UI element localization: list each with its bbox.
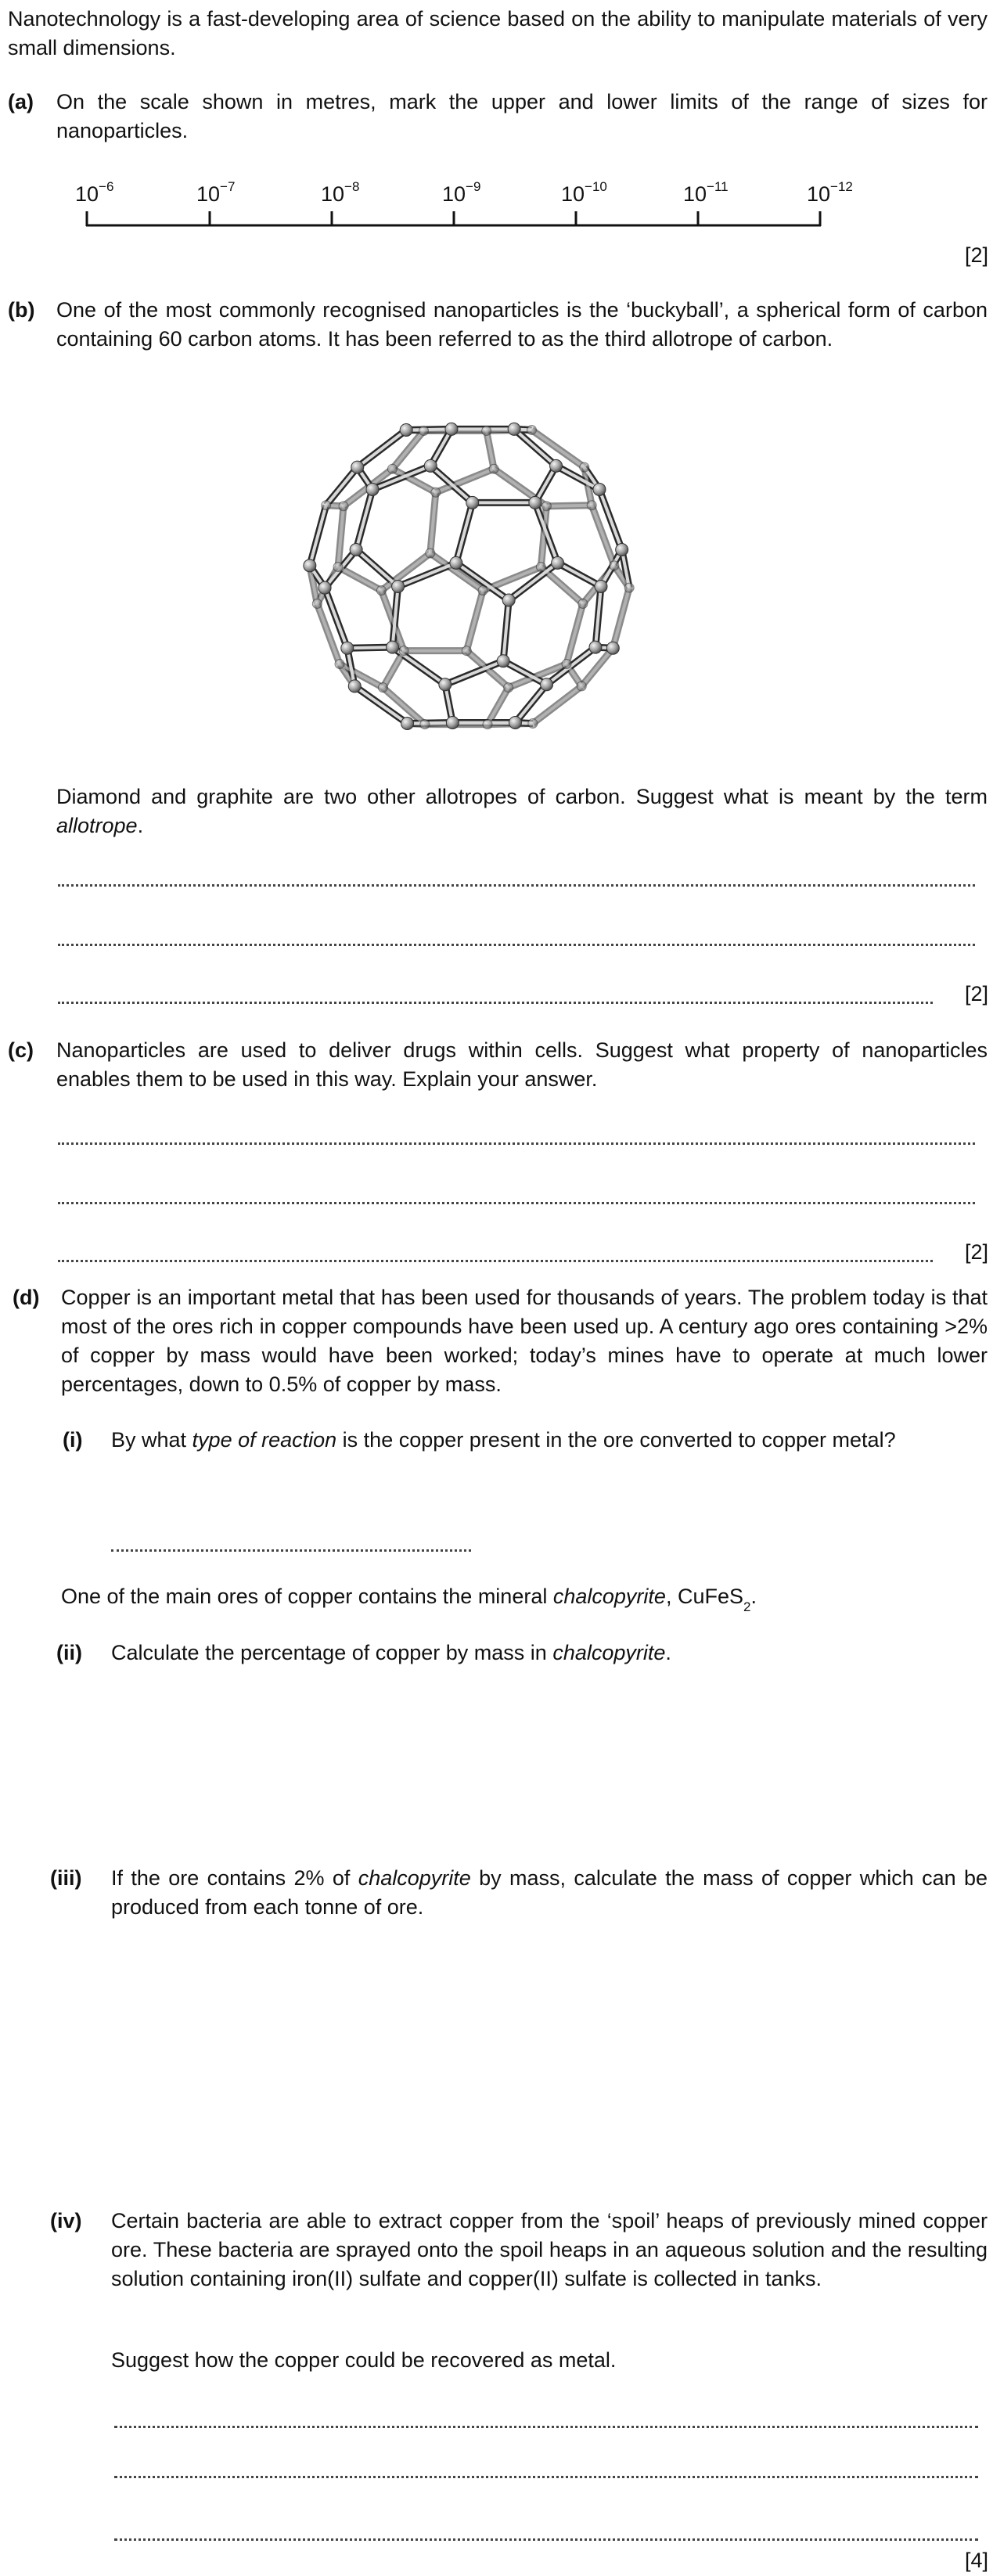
carbon-atom	[445, 423, 458, 435]
carbon-atom	[527, 425, 536, 434]
carbon-atom	[304, 559, 316, 572]
carbon-atom	[348, 680, 361, 693]
part-b-question: Diamond and graphite are two other allotropes of carbon. Suggest what is meant by the term allotrope.	[56, 785, 988, 837]
answer-line[interactable]	[58, 1202, 975, 1204]
carbon-atom	[580, 462, 589, 472]
carbon-atom	[483, 720, 492, 729]
buckyball-image	[293, 403, 646, 751]
part-d-i-text: By what type of reaction is the copper present in the ore converted to copper metal?	[111, 1428, 896, 1452]
part-d-label: (d)	[13, 1286, 40, 1309]
answer-line[interactable]	[58, 944, 975, 946]
carbon-atom	[341, 642, 354, 654]
part-d-iv-label: (iv)	[50, 2209, 82, 2232]
part-a-marks: [2]	[964, 243, 988, 267]
carbon-atom	[351, 461, 364, 473]
carbon-atom	[504, 683, 513, 693]
carbon-atom	[399, 646, 408, 656]
carbon-atom	[335, 660, 344, 669]
carbon-atom	[593, 483, 606, 495]
carbon-bond	[310, 505, 326, 566]
carbon-atom	[509, 716, 521, 729]
carbon-atom	[541, 678, 553, 691]
part-c-text: Nanoparticles are used to deliver drugs within cells. Suggest what property of nanoparticles enables them to be used in this way. Explain your answer.	[56, 1038, 988, 1091]
carbon-atom	[387, 641, 399, 653]
carbon-atom	[419, 426, 429, 436]
carbon-bond	[406, 429, 452, 430]
carbon-atom	[616, 543, 628, 556]
part-a-text: On the scale shown in metres, mark the upper and lower limits of the range of sizes for nanoparticles.	[56, 90, 988, 142]
intro-text: Nanotechnology is a fast-developing area of science based on the ability to manipulate materials of very small dimensions.	[8, 7, 988, 59]
ore-sentence: One of the main ores of copper contains the mineral chalcopyrite, CuFeS$_2$.	[61, 1585, 757, 1615]
part-d-iv-question: Suggest how the copper could be recovered as metal.	[111, 2348, 617, 2372]
scale-tick-label: $10^{-8}$	[321, 179, 360, 206]
carbon-atom	[489, 464, 498, 473]
carbon-atom	[387, 464, 397, 473]
carbon-bond	[408, 722, 453, 723]
answer-line[interactable]	[114, 2426, 978, 2428]
part-b-text: One of the most commonly recognised nanoparticles is the ‘buckyball’, a spherical form of carbon containing 60 carbon atoms. It has been referred to as the third allotrope of carbon.	[56, 298, 988, 351]
carbon-bond	[456, 502, 473, 563]
carbon-atom	[446, 716, 459, 729]
carbon-atom	[378, 683, 387, 693]
carbon-atom	[587, 501, 596, 510]
scale-line	[0, 203, 993, 235]
carbon-atom	[339, 502, 348, 511]
carbon-atom	[562, 660, 571, 669]
carbon-atom	[610, 561, 619, 570]
answer-line[interactable]	[111, 1549, 471, 1552]
part-d-marks: [4]	[964, 2549, 988, 2572]
carbon-atom	[528, 719, 538, 729]
carbon-atom	[350, 543, 362, 556]
carbon-atom	[392, 580, 405, 592]
carbon-atom	[508, 423, 520, 435]
carbon-atom	[466, 496, 479, 509]
carbon-atom	[401, 718, 414, 730]
carbon-atom	[426, 549, 435, 558]
scale-tick-label: $10^{-12}$	[807, 179, 853, 206]
carbon-atom	[578, 599, 588, 609]
scale-tick-label: $10^{-6}$	[75, 179, 114, 206]
part-d-iii-text: If the ore contains 2% of chalcopyrite by mass, calculate the mass of copper which can be produced from each tonne of ore.	[111, 1866, 988, 1919]
carbon-atom	[439, 678, 452, 691]
carbon-bond	[466, 591, 483, 651]
part-d-text: Copper is an important metal that has been used for thousands of years. The problem today is that most of the ores rich in copper compounds have been used up. A century ago ores containing >2% of copper by mass would have been worked; today’s mines have to operate at much lower percentages, down to 0.5% of copper by mass.	[61, 1286, 988, 1396]
carbon-atom	[366, 483, 379, 495]
part-b-label: (b)	[8, 298, 35, 322]
answer-line[interactable]	[58, 1002, 933, 1004]
carbon-atom	[420, 720, 430, 729]
scale-tick-label: $10^{-10}$	[561, 179, 607, 206]
answer-line[interactable]	[58, 1260, 933, 1262]
answer-line[interactable]	[114, 2476, 978, 2478]
answer-line[interactable]	[58, 1142, 975, 1145]
carbon-bond	[383, 651, 404, 688]
part-d-ii-label: (ii)	[56, 1641, 82, 1664]
carbon-atom	[333, 563, 343, 572]
part-c-label: (c)	[8, 1038, 34, 1062]
carbon-atom	[606, 642, 619, 654]
carbon-atom	[462, 646, 471, 656]
carbon-atom	[376, 586, 386, 595]
answer-line[interactable]	[58, 884, 975, 887]
carbon-atom	[312, 599, 322, 609]
carbon-atom	[318, 581, 331, 594]
carbon-atom	[550, 459, 563, 472]
carbon-bond	[546, 505, 592, 506]
carbon-atom	[424, 459, 437, 472]
part-d-ii-text: Calculate the percentage of copper by mass in chalcopyrite.	[111, 1641, 671, 1664]
part-c-marks: [2]	[964, 1240, 988, 1264]
carbon-bond	[613, 588, 629, 648]
carbon-bond	[488, 688, 509, 725]
carbon-atom	[589, 641, 602, 653]
part-d-iii-label: (iii)	[50, 1866, 82, 1890]
carbon-atom	[450, 556, 462, 569]
scale-tick-label: $10^{-9}$	[442, 179, 481, 206]
carbon-bond	[347, 647, 393, 648]
carbon-atom	[478, 586, 488, 595]
carbon-atom	[541, 502, 551, 511]
carbon-atom	[482, 426, 491, 436]
answer-line[interactable]	[114, 2538, 978, 2541]
carbon-atom	[497, 655, 509, 667]
part-b-marks: [2]	[964, 982, 988, 1006]
carbon-atom	[322, 501, 331, 510]
scale-tick-label: $10^{-11}$	[683, 179, 729, 206]
scale-tick-label: $10^{-7}$	[196, 179, 236, 206]
part-d-i-label: (i)	[63, 1428, 83, 1452]
carbon-atom	[577, 682, 586, 691]
carbon-atom	[552, 556, 564, 569]
carbon-atom	[400, 423, 412, 436]
part-d-iv-text: Certain bacteria are able to extract copper from the ‘spoil’ heaps of previously mined copper ore. These bacteria are sprayed onto the spoil heaps in an aqueous solution and the resulting solution containing iron(II) sulfate and copper(II) sulfate is collected in tanks.	[111, 2209, 988, 2290]
carbon-atom	[529, 496, 541, 509]
carbon-atom	[624, 583, 634, 592]
carbon-atom	[536, 563, 545, 572]
carbon-atom	[431, 487, 441, 497]
carbon-atom	[595, 580, 607, 592]
carbon-atom	[502, 594, 515, 606]
part-a-label: (a)	[8, 90, 34, 113]
